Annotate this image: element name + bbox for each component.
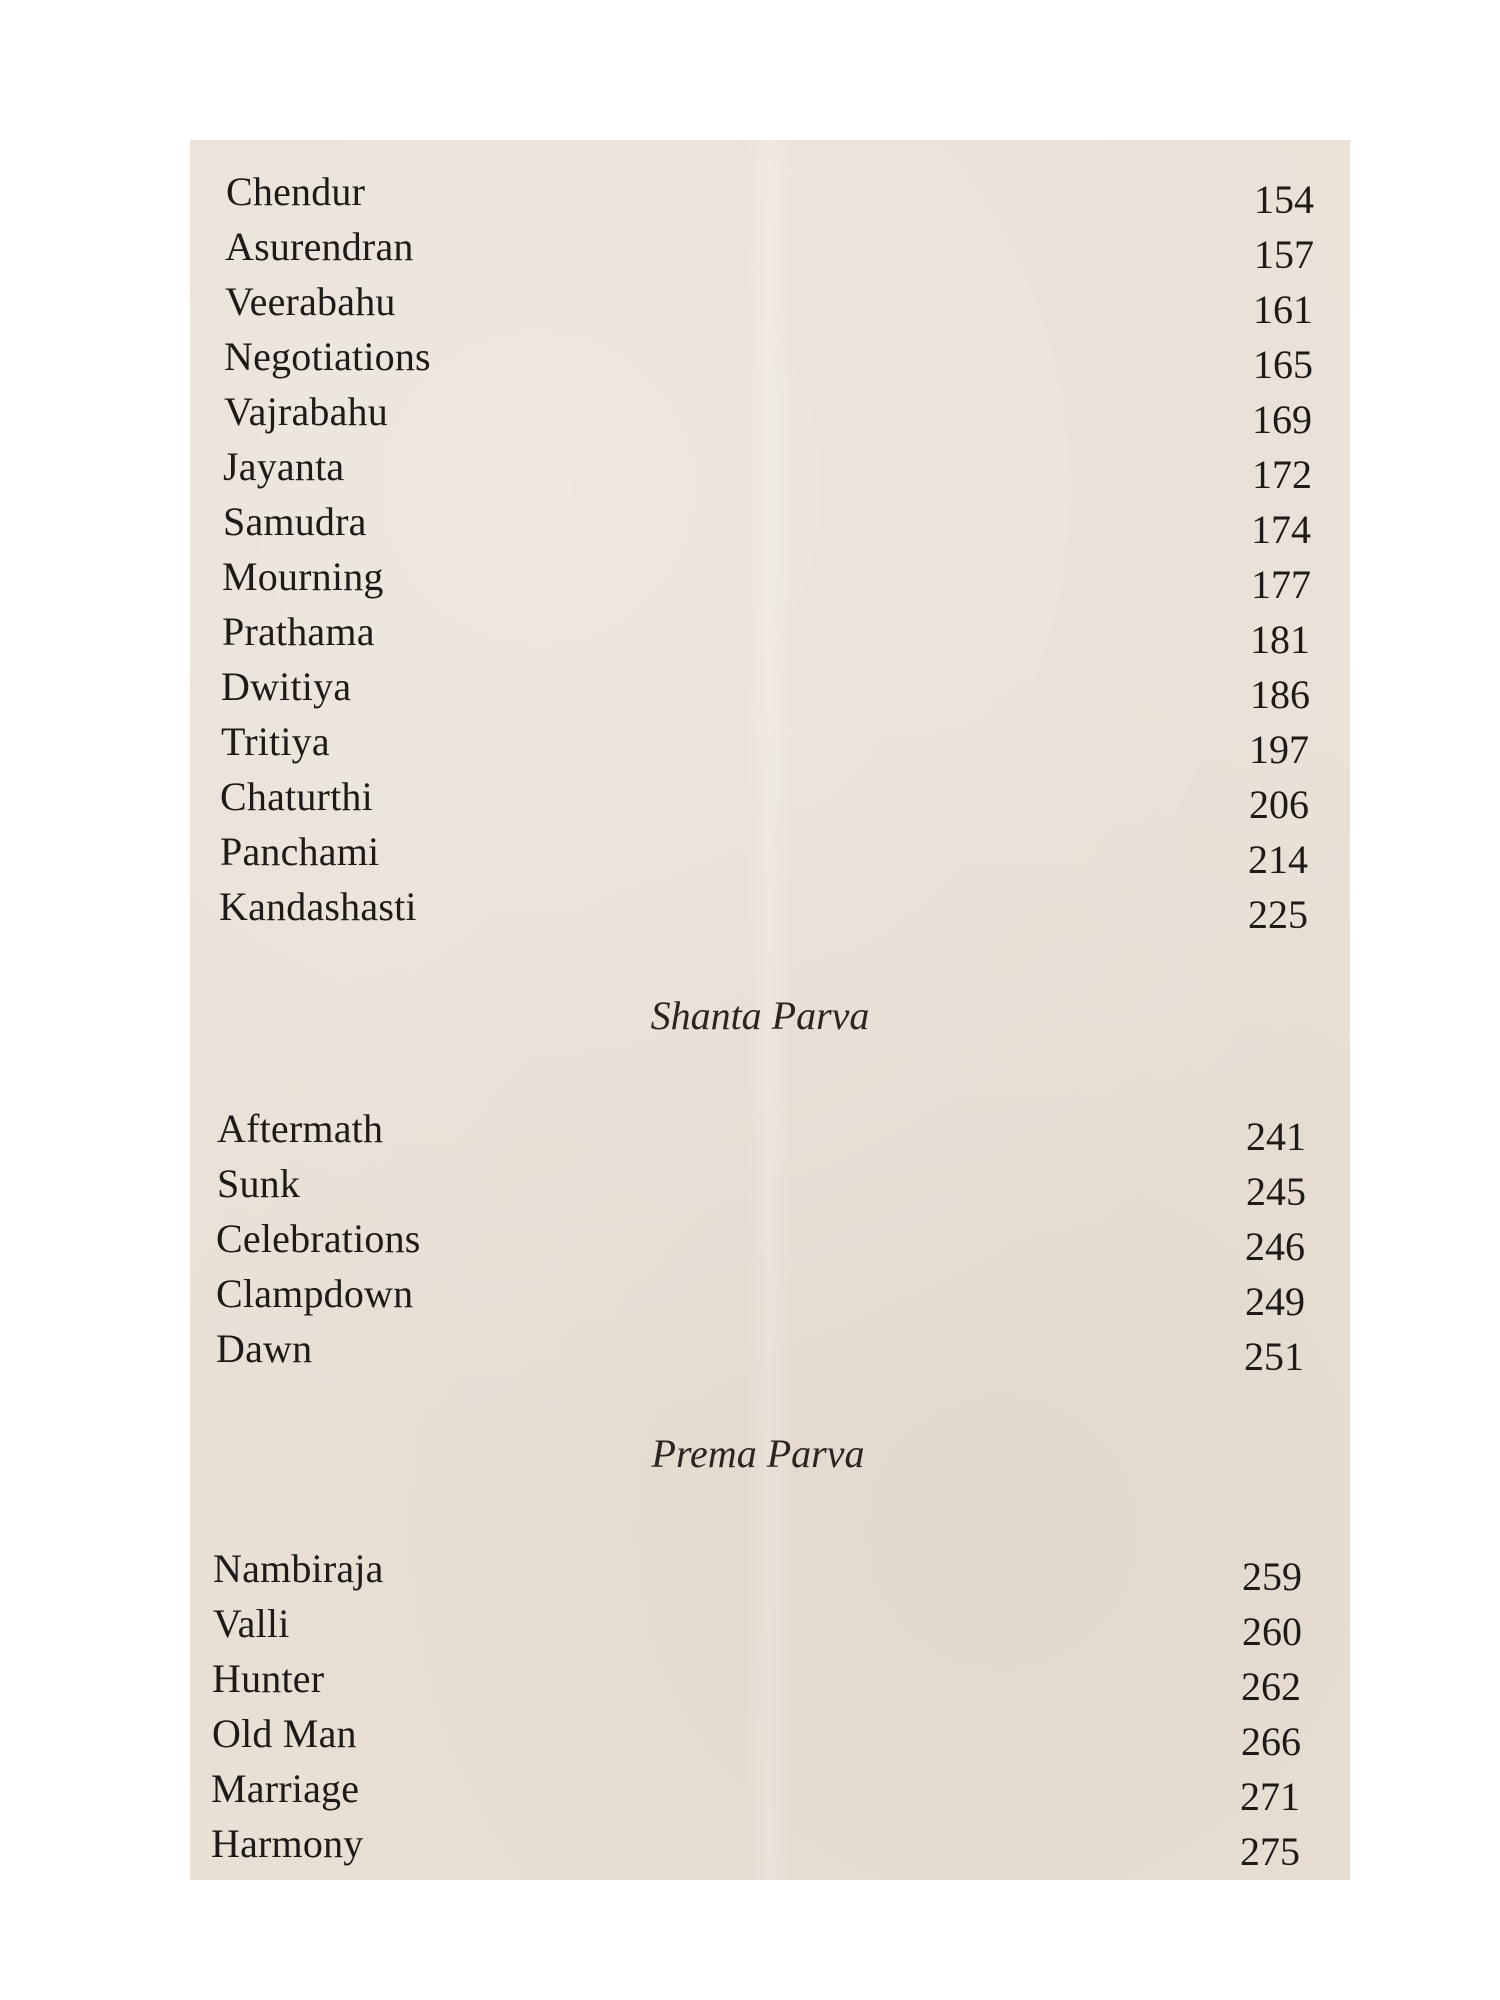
toc-entry (190, 773, 1350, 827)
toc-entry-title: Samudra (223, 499, 367, 544)
toc-entry-title: Tritiya (221, 719, 330, 764)
toc-entry-title: Sunk (217, 1161, 301, 1206)
toc-entry-title: Celebrations (216, 1216, 421, 1261)
toc-entry-title: Prathama (222, 609, 375, 654)
toc-entry-title: Hunter (212, 1656, 325, 1701)
toc-entry-page: 172 (1252, 452, 1312, 497)
toc-entry-title: Veerabahu (225, 279, 396, 324)
toc-entry (190, 278, 1350, 332)
toc-entry-page: 169 (1252, 397, 1312, 442)
toc-entry-title: Panchami (220, 829, 380, 874)
toc-entry-page: 260 (1242, 1609, 1302, 1654)
toc-entry (190, 663, 1350, 717)
toc-entry-title: Chendur (226, 169, 366, 214)
toc-entry (190, 443, 1350, 497)
toc-entry-title: Harmony (211, 1821, 364, 1866)
toc-entry-page: 259 (1242, 1554, 1302, 1599)
toc-entry-page: 246 (1245, 1224, 1305, 1269)
toc-entry-title: Clampdown (216, 1271, 414, 1316)
toc-entry-title: Dawn (216, 1326, 313, 1371)
toc-entry (190, 608, 1350, 662)
toc-entry (190, 1710, 1350, 1764)
toc-entry-page: 271 (1240, 1774, 1300, 1819)
toc-entry-title: Chaturthi (220, 774, 373, 819)
toc-entry (190, 1160, 1350, 1214)
toc-entry-page: 165 (1253, 342, 1313, 387)
toc-entry-title: Jayanta (223, 444, 345, 489)
toc-entry (190, 553, 1350, 607)
toc-entry (190, 168, 1350, 222)
toc-entry-title: Mourning (222, 554, 384, 599)
toc-entry (190, 1820, 1350, 1874)
toc-entry (190, 883, 1350, 937)
toc-entry (190, 1105, 1350, 1159)
section-heading: Shanta Parva (650, 993, 870, 1038)
toc-entry-title: Negotiations (224, 334, 431, 379)
toc-entry (190, 333, 1350, 387)
toc-entry-title: Old Man (212, 1711, 357, 1756)
toc-entry-page: 262 (1241, 1664, 1301, 1709)
toc-entry-title: Vajrabahu (224, 389, 388, 434)
toc-entry-page: 157 (1254, 232, 1314, 277)
toc-entry (190, 1325, 1350, 1379)
toc-entry (190, 498, 1350, 552)
book-page (190, 140, 1350, 1880)
section-heading: Prema Parva (651, 1431, 865, 1476)
toc-entry (190, 828, 1350, 882)
toc-entry-title: Valli (213, 1601, 290, 1646)
toc-entry-title: Kandashasti (219, 884, 417, 929)
toc-entry (190, 223, 1350, 277)
toc-entry (190, 718, 1350, 772)
toc-entry-title: Dwitiya (221, 664, 352, 709)
toc-entry-page: 214 (1248, 837, 1308, 882)
toc-entry-page: 245 (1246, 1169, 1306, 1214)
toc-entry (190, 1600, 1350, 1654)
toc-entry-page: 174 (1251, 507, 1311, 552)
toc-entry (190, 1655, 1350, 1709)
toc-entry-page: 251 (1244, 1334, 1304, 1379)
toc-entry (190, 1270, 1350, 1324)
toc-entry-page: 249 (1245, 1279, 1305, 1324)
toc-entry-page: 206 (1249, 782, 1309, 827)
toc-entry-page: 177 (1251, 562, 1311, 607)
toc-entry (190, 1215, 1350, 1269)
toc-entry-page: 241 (1246, 1114, 1306, 1159)
toc-entry-page: 225 (1248, 892, 1308, 937)
toc-entry-page: 266 (1241, 1719, 1301, 1764)
toc-entry-title: Nambiraja (213, 1546, 384, 1591)
toc-entry (190, 1765, 1350, 1819)
toc-entry (190, 1545, 1350, 1599)
toc-entry-page: 275 (1240, 1829, 1300, 1874)
toc-entry-page: 186 (1250, 672, 1310, 717)
toc-entry-page: 197 (1249, 727, 1309, 772)
toc-entry-page: 161 (1253, 287, 1313, 332)
toc-entry-page: 154 (1254, 177, 1314, 222)
toc-entry-title: Marriage (211, 1766, 360, 1811)
toc-entry-page: 181 (1250, 617, 1310, 662)
toc-entry-title: Asurendran (225, 224, 414, 269)
toc-entry (190, 388, 1350, 442)
toc-entry-title: Aftermath (217, 1106, 384, 1151)
